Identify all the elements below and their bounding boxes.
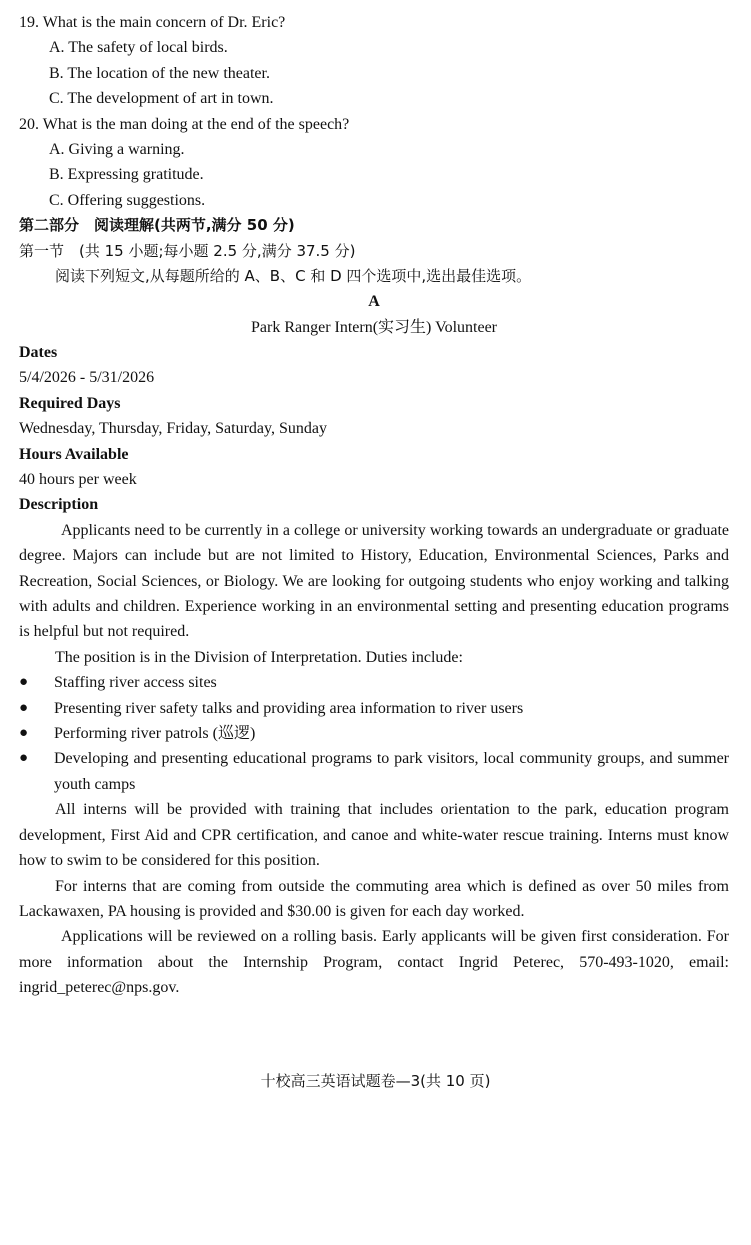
duty-text: Presenting river safety talks and providing area information to river users <box>54 699 524 717</box>
duty-item <box>19 746 729 797</box>
bullet-icon: ● <box>19 674 29 691</box>
description-paragraph-2: The position is in the Division of Interpretation. Duties include: <box>55 648 463 666</box>
question-19-stem: 19. What is the main concern of Dr. Eric? <box>19 14 286 31</box>
part-title: 第二部分 阅读理解(共两节,满分 50 分) <box>19 216 295 235</box>
question-20-option-b: B. Expressing gratitude. <box>49 166 204 184</box>
bullet-icon: ● <box>19 699 29 716</box>
required-days-label: Required Days <box>19 394 121 412</box>
dates-label: Dates <box>19 344 58 362</box>
description-paragraph-4: For interns that are coming from outside the commuting area which is defined as over 50 miles from Lackawaxen, PA housing is provided and $30.00 is given for each day worked. <box>19 877 729 920</box>
hours-label: Hours Available <box>19 445 129 463</box>
question-20-option-c: C. Offering suggestions. <box>49 191 206 209</box>
question-19-option-b: B. The location of the new theater. <box>49 64 270 82</box>
duty-item <box>19 696 729 721</box>
duty-text: Staffing river access sites <box>54 674 217 692</box>
description-label: Description <box>19 496 99 514</box>
description-paragraph-3: All interns will be provided with training that includes orientation to the park, education program development, First Aid and CPR certification, and canoe and white-water rescue training. Interns must know how to swim to be considered for this position. <box>19 801 729 870</box>
dates-value: 5/4/2026 - 5/31/2026 <box>19 369 155 387</box>
question-20-stem: 20. What is the man doing at the end of the speech? <box>19 115 350 133</box>
passage-title: Park Ranger Intern(实习生) Volunteer <box>250 318 498 336</box>
passage-letter: A <box>368 293 380 311</box>
question-19-option-a: A. The safety of local birds. <box>49 39 228 57</box>
question-20-option-a: A. Giving a warning. <box>49 140 185 158</box>
bullet-icon: ● <box>19 725 29 742</box>
duty-text: Developing and presenting educational programs to park visitors, local community groups, and summer youth camps <box>54 750 729 793</box>
question-19-option-c: C. The development of art in town. <box>49 90 274 108</box>
duty-text: Performing river patrols (巡逻) <box>54 725 256 743</box>
required-days-value: Wednesday, Thursday, Friday, Saturday, Sunday <box>19 420 327 438</box>
page-footer: 十校高三英语试题卷—3(共 10 页) <box>260 1072 491 1090</box>
duty-item <box>19 721 729 746</box>
subsection-title: 第一节 (共 15 小题;每小题 2.5 分,满分 37.5 分) <box>19 241 356 260</box>
instruction: 阅读下列短文,从每题所给的 A、B、C 和 D 四个选项中,选出最佳选项。 <box>55 266 532 285</box>
duties-list <box>19 670 729 797</box>
duty-item <box>19 670 729 695</box>
exam-page <box>19 10 729 1001</box>
bullet-icon: ● <box>19 750 29 767</box>
description-paragraph-1: Applicants need to be currently in a college or university working towards an undergraduate or graduate degree. Majors can include but are not limited to History, Education, Environmental Sciences, Parks and Recreation, Social Sciences, or Biology. We are looking for outgoing students who enjoy working and talking with adults and children. Experience working in an environmental setting and presenting education programs is helpful but not required. <box>19 521 729 641</box>
hours-value: 40 hours per week <box>19 471 137 489</box>
description-paragraph-5: Applications will be reviewed on a rolling basis. Early applicants will be given first consideration. For more information about the Internship Program, contact Ingrid Peterec, 570-493-1020, email: ingrid_peterec@nps.gov. <box>19 928 729 997</box>
